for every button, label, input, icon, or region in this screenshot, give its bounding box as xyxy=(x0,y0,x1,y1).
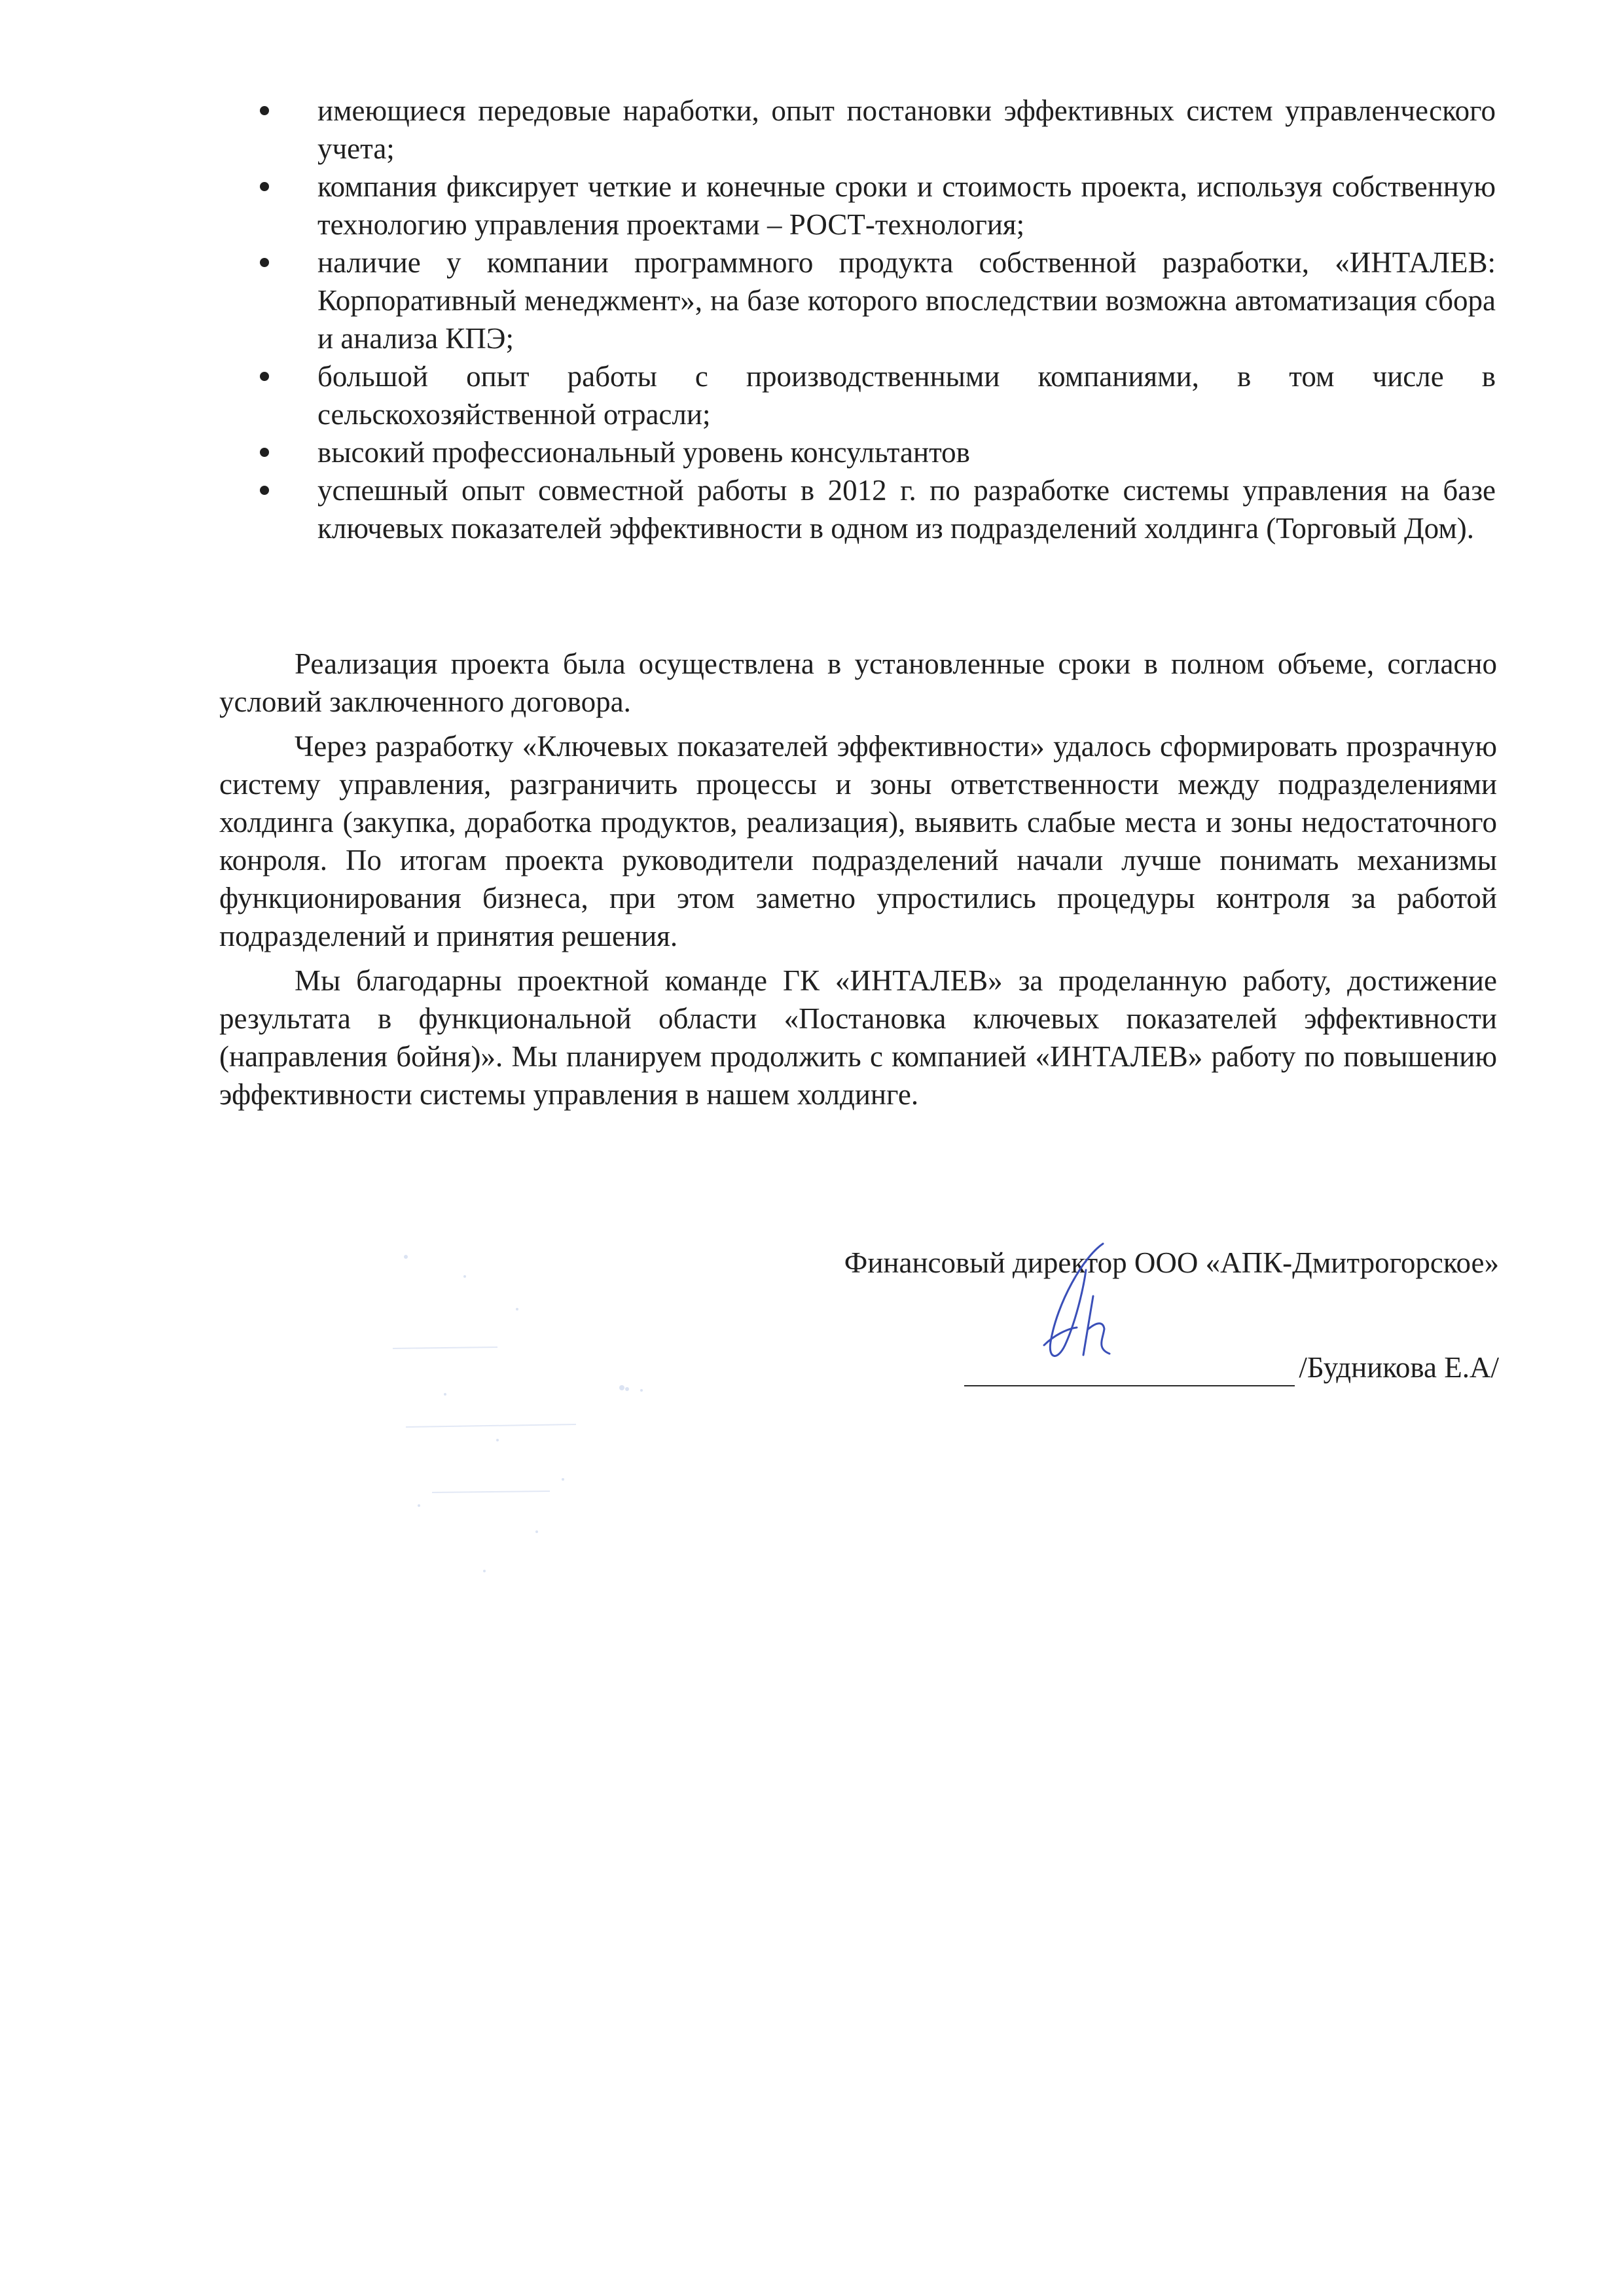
bullet-icon xyxy=(260,182,269,191)
list-item-text: имеющиеся передовые наработки, опыт постановки эффективных систем управленческого учета; xyxy=(317,94,1496,165)
paragraph-kpi: Через разработку «Ключевых показателей эффективности» удалось сформировать прозрачную систему управления, разграничить процессы и зоны ответственности между подразделениями холдинга (закупка, доработка продуктов, реализация), выявить слабые места и зоны недостаточного конроля. По итогам проекта руководители подразделений начали лучше понимать механизмы функционирования бизнеса, при этом заметно упростились процедуры контроля за работой подразделений и принятия решения. xyxy=(219,730,1497,952)
list-item-text: высокий профессиональный уровень консультантов xyxy=(317,436,970,469)
paragraph-gratitude: Мы благодарны проектной команде ГК «ИНТАЛЕВ» за проделанную работу, достижение результата в функциональной области «Постановка ключевых показателей эффективности (направления бойня)». Мы планируем продолжить с компанией «ИНТАЛЕВ» работу по повышению эффективности системы управления в нашем холдинге. xyxy=(219,964,1497,1111)
list-item xyxy=(252,92,1496,168)
faint-stamp-mark xyxy=(367,1231,707,1597)
bullet-icon xyxy=(260,486,269,495)
signatory-name: /Будникова Е.А/ xyxy=(1299,1351,1499,1384)
list-item-text: успешный опыт совместной работы в 2012 г. по разработке системы управления на базе ключевых показателей эффективности в одном из подразделений холдинга (Торговый Дом). xyxy=(317,474,1496,545)
list-item-text: компания фиксирует четкие и конечные сроки и стоимость проекта, используя собственную технологию управления проектами – РОСТ-технология; xyxy=(317,170,1496,241)
advantages-list xyxy=(252,92,1496,547)
signatory-title: Финансовый директор ООО «АПК-Дмитрогорское» xyxy=(844,1246,1499,1279)
bullet-icon xyxy=(260,372,269,381)
list-item xyxy=(252,433,1496,471)
list-item xyxy=(252,471,1496,547)
signature-line-row xyxy=(964,1348,1499,1386)
paragraph-result: Реализация проекта была осуществлена в установленные сроки в полном объеме, согласно условий заключенного договора. xyxy=(219,647,1497,718)
bullet-icon xyxy=(260,258,269,267)
list-item-text: большой опыт работы с производственными компаниями, в том числе в сельскохозяйственной отрасли; xyxy=(317,360,1496,431)
bullet-icon xyxy=(260,106,269,115)
letter-body xyxy=(219,645,1497,1120)
list-item xyxy=(252,244,1496,357)
list-item xyxy=(252,168,1496,244)
list-item xyxy=(252,357,1496,433)
list-item-text: наличие у компании программного продукта собственной разработки, «ИНТАЛЕВ: Корпоративный менеджмент», на базе которого впоследствии возможна автоматизация сбора и анализа КПЭ; xyxy=(317,246,1496,355)
signature-block xyxy=(753,1231,1499,1440)
bullet-icon xyxy=(260,448,269,457)
signature-underline xyxy=(964,1356,1295,1386)
